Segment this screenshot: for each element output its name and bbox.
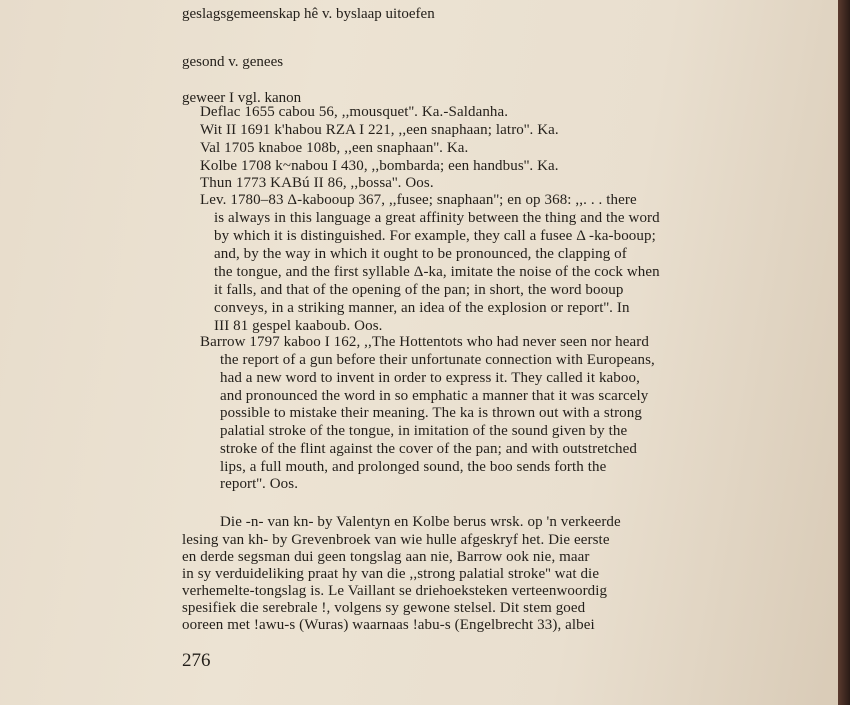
citation-line: Thun 1773 KABú II 86, ,,bossa''. Oos. <box>200 175 434 191</box>
note-line: verhemelte-tongslag is. Le Vaillant se driehoeksteken verteenwoordig <box>182 583 608 599</box>
citation-line: conveys, in a striking manner, an idea of the explosion or report''. In <box>214 300 630 316</box>
citation-line: Kolbe 1708 k~nabou I 430, ,,bombarda; een handbus''. Ka. <box>200 158 559 174</box>
book-cover-edge <box>838 0 850 705</box>
citation-line: palatial stroke of the tongue, in imitation of the sound given by the <box>220 423 628 439</box>
citation-line: and pronounced the word in so emphatic a manner that it was scarcely <box>220 388 649 404</box>
citation-line: report''. Oos. <box>220 476 299 492</box>
citation-line: Deflac 1655 cabou 56, ,,mousquet''. Ka.-Saldanha. <box>200 104 509 120</box>
page-number: 276 <box>182 650 211 671</box>
citation-line: III 81 gespel kaaboub. Oos. <box>214 318 383 334</box>
note-line: in sy verduideliking praat hy van die ,,strong palatial stroke'' wat die <box>182 566 600 582</box>
note-line: ooreen met !awu-s (Wuras) waarnaas !abu-s (Engelbrecht 33), albei <box>182 617 595 633</box>
citation-line: the tongue, and the first syllable Δ-ka, imitate the noise of the cock when <box>214 264 660 280</box>
citation-line: Barrow 1797 kaboo I 162, ,,The Hottentots who had never seen nor heard <box>200 334 649 350</box>
citation-line: is always in this language a great affinity between the thing and the word <box>214 210 660 226</box>
citation-line: by which it is distinguished. For example, they call a fusee Δ -ka-booup; <box>214 228 656 244</box>
citation-line: the report of a gun before their unfortunate connection with Europeans, <box>220 352 655 368</box>
citation-line: had a new word to invent in order to express it. They called it kaboo, <box>220 370 640 386</box>
citation-line: Val 1705 knaboe 108b, ,,een snaphaan''. Ka. <box>200 140 469 156</box>
citation-line: lips, a full mouth, and prolonged sound, the boo sends forth the <box>220 459 607 475</box>
entry-geslagsgemeenskap: geslagsgemeenskap hê v. byslaap uitoefen <box>182 6 435 22</box>
note-line: en derde segsman dui geen tongslag aan nie, Barrow ook nie, maar <box>182 549 590 565</box>
citation-line: possible to mistake their meaning. The ka is thrown out with a strong <box>220 405 642 421</box>
citation-line: stroke of the flint against the cover of the pan; and with outstretched <box>220 441 637 457</box>
citation-line: Wit II 1691 k'habou RZA I 221, ,,een snaphaan; latro''. Ka. <box>200 122 559 138</box>
citation-line: Lev. 1780–83 Δ-kabooup 367, ,,fusee; snaphaan''; en op 368: ,,. . . there <box>200 192 637 208</box>
entry-geweer: geweer I vgl. kanon <box>182 90 302 106</box>
citation-line: it falls, and that of the opening of the pan; in short, the word booup <box>214 282 624 298</box>
note-line: spesifiek die serebrale !, volgens sy gewone stelsel. Dit stem goed <box>182 600 586 616</box>
note-line: Die -n- van kn- by Valentyn en Kolbe berus wrsk. op 'n verkeerde <box>220 514 621 530</box>
note-line: lesing van kh- by Grevenbroek van wie hulle afgeskryf het. Die eerste <box>182 532 610 548</box>
entry-gesond: gesond v. genees <box>182 54 284 70</box>
citation-line: and, by the way in which it ought to be pronounced, the clapping of <box>214 246 627 262</box>
